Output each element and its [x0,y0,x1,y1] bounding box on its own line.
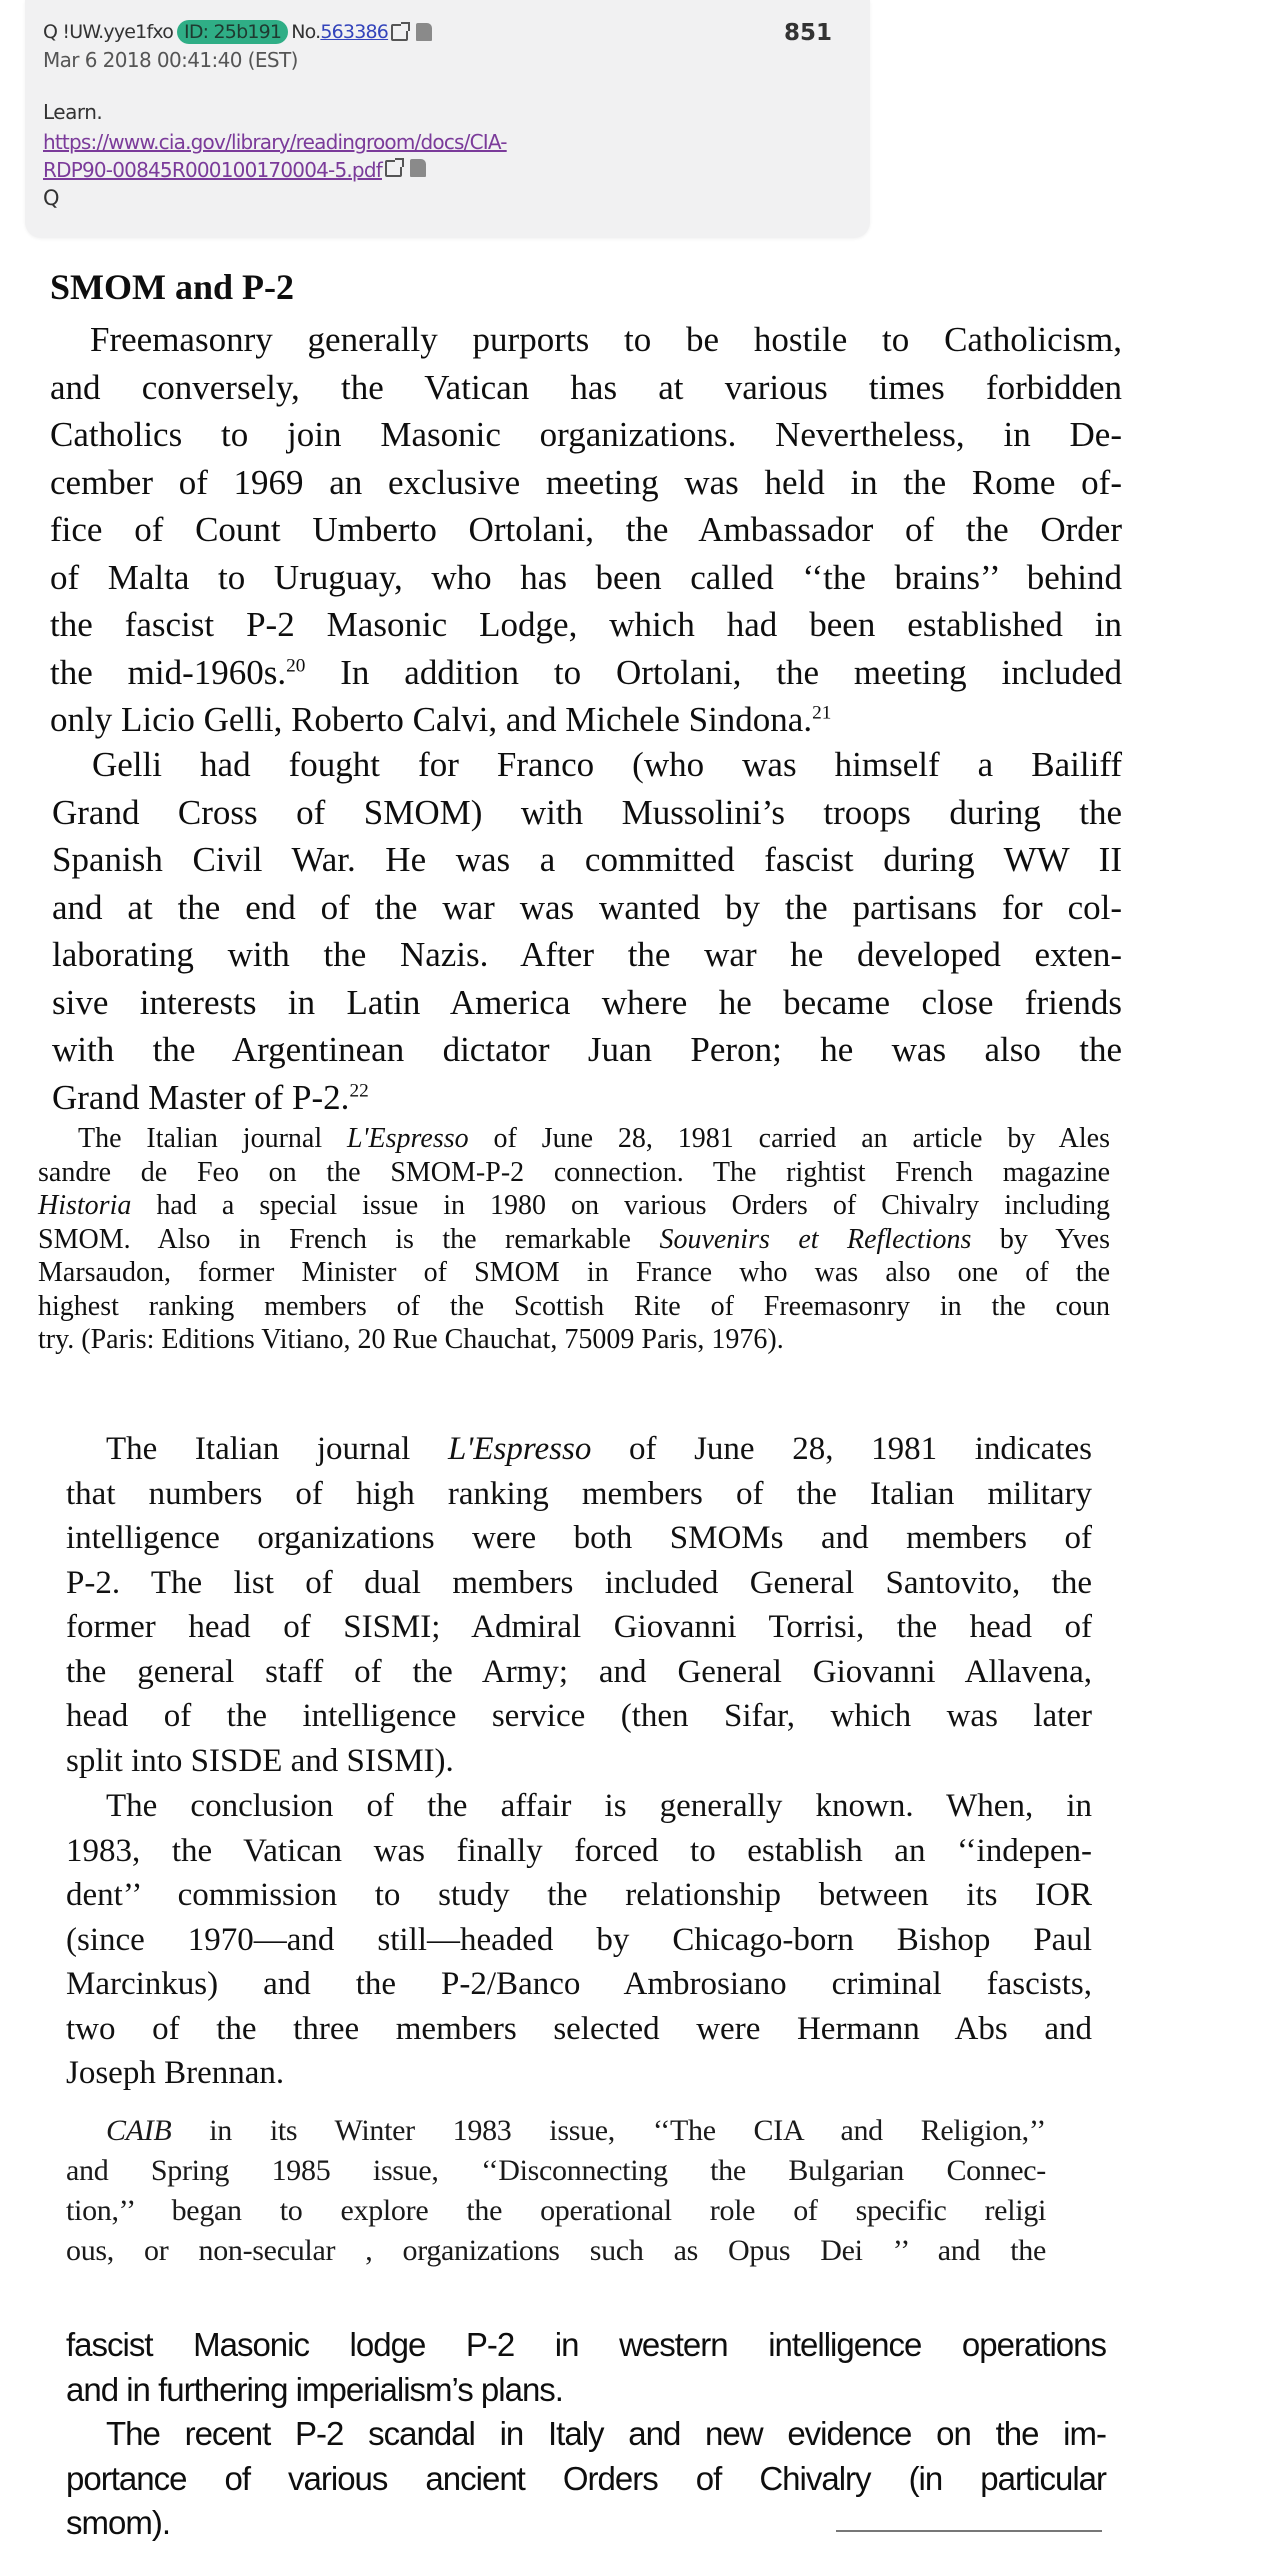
text-line: with the Argentinean dictator Juan Peron; he was also the [52,1030,1122,1069]
text-line: Spanish Civil War. He was a committed fascist during WW II [52,840,1122,879]
text-line: of June 28, 1981 indicates [591,1431,1092,1467]
book-title: Souvenirs et Reflections [659,1223,972,1255]
text-line: ous, or non-secular , organizations such as Opus Dei ’’ and the [66,2234,1046,2267]
external-link-icon[interactable] [391,24,408,41]
text-line: Marcinkus) and the P-2/Banco Ambrosiano criminal fascists, [66,1966,1092,2002]
text-line: two of the three members selected were Hermann Abs and [66,2010,1092,2047]
archive-icon[interactable] [416,23,432,41]
text-line: The Italian journal [78,1123,347,1154]
text-line: of Malta to Uruguay, who has been called ‘‘the brains’’ behind [50,557,1122,597]
post-message: Learn. [43,100,103,124]
text-line: the fascist P-2 Masonic Lodge, which had been established in [50,605,1122,644]
post-no-prefix: No. [291,21,321,43]
text-line: fice of Count Umberto Ortolani, the Ambassador of the Order [50,510,1122,549]
cia-document-link[interactable] [43,128,663,184]
text-line: smom). [66,2504,170,2541]
text-line: SMOM. Also in French is the remarkable [38,1223,660,1255]
paragraph-gelli [52,741,1122,1121]
text-line: and in furthering imperialism’s plans. [66,2370,563,2408]
link-line-1[interactable]: https://www.cia.gov/library/readingroom/docs/CIA- [43,130,507,154]
journal-title: L'Espresso [447,1431,592,1467]
footnote-ref-21: 21 [812,702,832,724]
id-badge[interactable]: ID: 25b191 [177,20,288,44]
post-tripcode: !UW.yye1fxo [62,21,174,43]
text-line: split into SISDE and SISMI). [66,1742,454,1779]
text-line: The recent P-2 scandal in Italy and new evidence on the im- [106,2415,1106,2452]
footnote-ref-20: 20 [286,654,306,676]
text-line: P-2. The list of dual members included General Santovito, the [66,1564,1092,1601]
text-line: The Italian journal [106,1431,448,1467]
text-line: (since 1970—and still—headed by Chicago-born Bishop Paul [66,1921,1092,1958]
post-header [43,20,432,44]
text-line: sive interests in Latin America where he became close friends [52,982,1122,1022]
text-line: the general staff of the Army; and General Giovanni Allavena, [66,1653,1092,1690]
text-line: In addition to Ortolani, the meeting included [305,652,1123,692]
external-link-icon[interactable] [385,160,402,177]
text-line: dent’’ commission to study the relationship between its IOR [66,1877,1092,1913]
archive-icon[interactable] [410,159,426,177]
text-line: Grand Cross of SMOM) with Mussolini’s troops during the [52,792,1122,832]
paragraph-freemasonry [50,316,1122,744]
text-line: Catholics to join Masonic organizations. Nevertheless, in De- [50,415,1122,454]
publication-title: CAIB [106,2114,172,2147]
text-line: tion,’’ began to explore the operational role of specific religi [66,2194,1046,2227]
text-line: Gelli had fought for Franco (who was himself a Bailiff [92,745,1122,784]
text-line: head of the intelligence service (then Sifar, which was later [66,1698,1092,1734]
document-heading: SMOM and P-2 [50,267,295,307]
footnote-block [38,1122,1110,1357]
paragraph-closing [66,2323,1106,2546]
text-line: by Yves [971,1223,1110,1255]
magazine-title: Historia [38,1190,132,1221]
post-card [25,0,870,238]
text-line: in its Winter 1983 issue, ‘‘The CIA and Religion,’’ [171,2114,1046,2147]
post-number-link[interactable]: 563386 [320,21,389,43]
text-line: highest ranking members of the Scottish Rite of Freemasonry in the coun [38,1290,1110,1322]
text-line: portance of various ancient Orders of Chivalry (in particular [66,2459,1106,2497]
paragraph-caib [66,2111,1046,2271]
text-line: of June 28, 1981 carried an article by Ales [468,1123,1110,1154]
text-line: fascist Masonic lodge P-2 in western intelligence operations [66,2326,1106,2363]
text-line: laborating with the Nazis. After the war he developed exten- [52,935,1122,974]
divider-line [836,2530,1102,2532]
text-line: and at the end of the war was wanted by the partisans for col- [52,887,1122,927]
text-line: try. (Paris: Editions Vitiano, 20 Rue Chauchat, 75009 Paris, 1976). [38,1324,784,1355]
text-line: sandre de Feo on the SMOM-P-2 connection. The rightist French magazine [38,1156,1110,1188]
text-line: cember of 1969 an exclusive meeting was held in the Rome of- [50,462,1122,502]
link-line-2[interactable]: RDP90-00845R000100170004-5.pdf [43,158,382,182]
text-line: that numbers of high ranking members of the Italian military [66,1475,1092,1512]
text-line: The conclusion of the affair is generally known. When, in [106,1788,1092,1824]
text-line: Grand Master of P-2. [52,1077,350,1117]
post-count: 851 [783,20,832,46]
post-author: Q [43,21,58,43]
text-line: and Spring 1985 issue, ‘‘Disconnecting the Bulgarian Connec- [66,2154,1046,2187]
post-date: Mar 6 2018 00:41:40 (EST) [43,48,298,72]
text-line: former head of SISMI; Admiral Giovanni Torrisi, the head of [66,1609,1092,1645]
text-line: and conversely, the Vatican has at various times forbidden [50,367,1122,407]
text-line: the mid-1960s. [50,652,287,692]
text-line: had a special issue in 1980 on various Orders of Chivalry including [131,1190,1110,1221]
post-signature: Q [43,186,60,210]
text-line: Marsaudon, former Minister of SMOM in France who was also one of the [38,1257,1110,1288]
text-line: 1983, the Vatican was finally forced to establish an ‘‘indepen- [66,1832,1092,1869]
paragraph-conclusion [66,1784,1092,2096]
text-line: only Licio Gelli, Roberto Calvi, and Michele Sindona. [50,700,813,739]
text-line: Freemasonry generally purports to be hostile to Catholicism, [90,320,1122,359]
text-line: Joseph Brennan. [66,2055,285,2091]
footnote-ref-22: 22 [349,1079,369,1101]
journal-title: L'Espresso [346,1123,469,1154]
paragraph-espresso [66,1427,1092,1783]
text-line: intelligence organizations were both SMOMs and members of [66,1520,1092,1556]
